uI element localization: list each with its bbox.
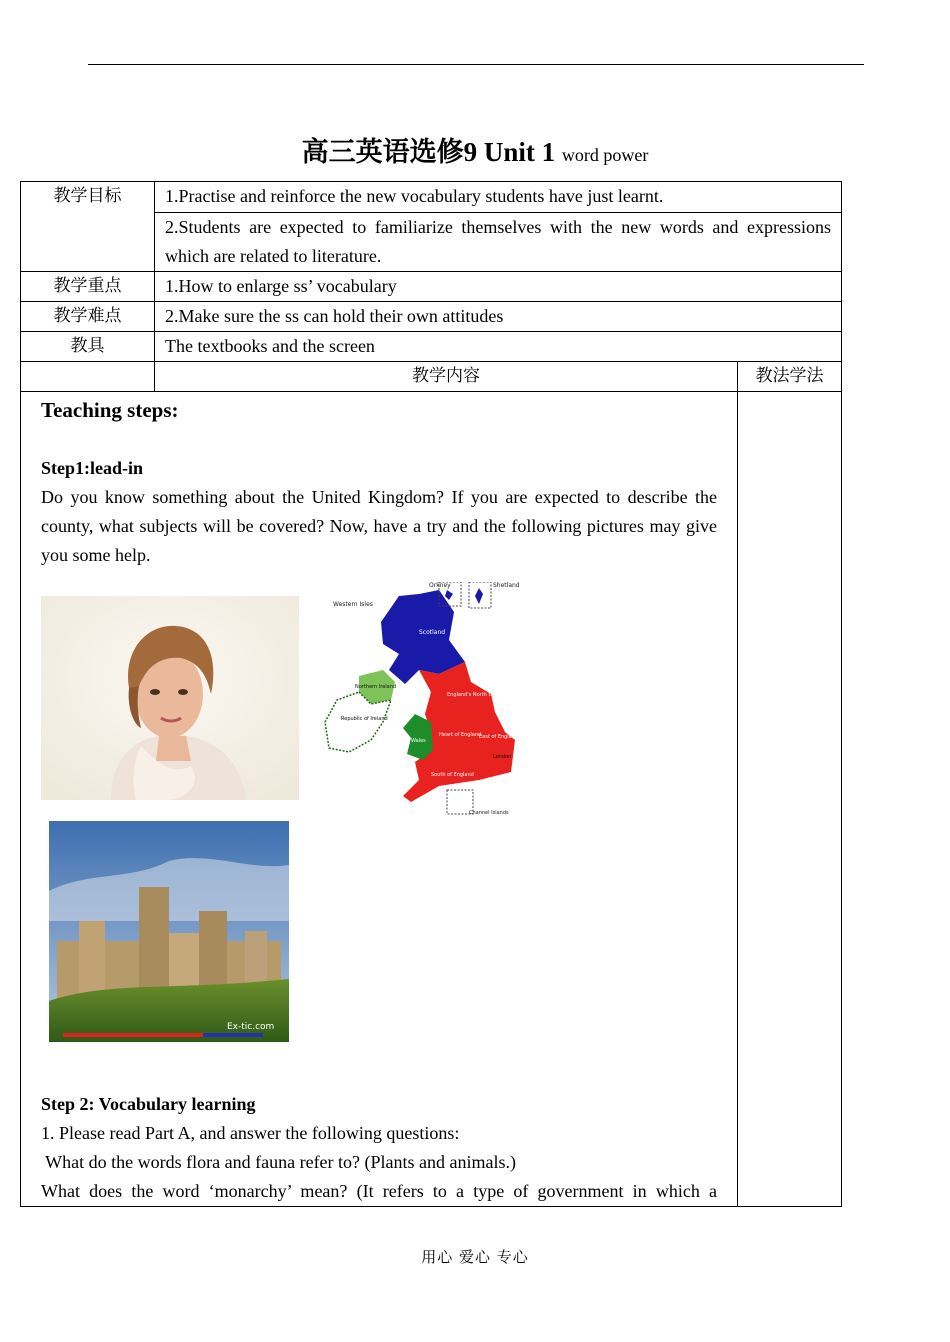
objective-2: 2.Students are expected to familiarize themselves with the new words and expressions which are related to literature.	[155, 213, 842, 272]
method-header: 教法学法	[738, 362, 842, 392]
teaching-steps-heading: Teaching steps:	[41, 398, 179, 422]
step2-title: Step 2: Vocabulary learning	[41, 1094, 256, 1114]
portrait-image	[41, 596, 299, 800]
map-label-ireland: Republic of Ireland	[341, 716, 388, 722]
key-points-label: 教学重点	[21, 272, 155, 302]
content-header: 教学内容	[155, 362, 738, 392]
content-row	[21, 392, 842, 1207]
map-label-wales: Wales	[411, 738, 426, 744]
castle-watermark: Ex-tic.com	[227, 1022, 275, 1032]
map-label-heart-england: Heart of England	[439, 732, 482, 738]
castle-image	[49, 821, 289, 1042]
pictures-area	[41, 570, 717, 1090]
step2-line-2: What do the words flora and fauna refer to? (Plants and animals.)	[41, 1152, 517, 1172]
key-points-row	[21, 272, 842, 302]
map-label-channel-islands: Channel Islands	[469, 810, 509, 816]
map-label-east-england: East of England	[479, 734, 519, 740]
objectives-row-1	[21, 182, 842, 213]
map-label-north-england: England's North Country	[447, 692, 509, 698]
header-row	[21, 362, 842, 392]
method-cell	[738, 392, 842, 1207]
difficulties-label: 教学难点	[21, 302, 155, 332]
map-label-shetland: Shetland	[493, 582, 520, 589]
objective-1: 1.Practise and reinforce the new vocabulary students have just learnt.	[155, 182, 842, 213]
empty-header-cell	[21, 362, 155, 392]
lesson-plan-table	[20, 181, 842, 1207]
step2-line-3: What does the word ‘monarchy’ mean? (It refers to a type of government in which a	[41, 1181, 717, 1201]
title-main: 高三英语选修9 Unit 1	[301, 137, 556, 167]
map-label-orkney: Orkney	[429, 582, 451, 589]
map-label-scotland: Scotland	[419, 629, 446, 636]
tools-text: The textbooks and the screen	[155, 332, 842, 362]
map-label-london: London	[493, 754, 512, 760]
difficulties-row	[21, 302, 842, 332]
tools-label: 教具	[21, 332, 155, 362]
content-cell	[21, 392, 738, 1207]
uk-map-image	[319, 582, 544, 822]
map-label-western-isles: Western Isles	[333, 601, 373, 608]
difficulties-text: 2.Make sure the ss can hold their own attitudes	[155, 302, 842, 332]
step1-title: Step1:lead-in	[41, 458, 144, 478]
header-rule	[88, 64, 864, 65]
footer-text: 用心 爱心 专心	[421, 1248, 529, 1266]
page-title	[0, 134, 950, 173]
title-sub: word power	[561, 145, 649, 165]
map-label-south-england: South of England	[431, 772, 474, 778]
objectives-label: 教学目标	[21, 182, 155, 272]
map-label-northern-ireland: Northern Ireland	[355, 684, 397, 690]
step2-line-1: 1. Please read Part A, and answer the following questions:	[41, 1123, 460, 1143]
step1-text: Do you know something about the United Kingdom? If you are expected to describe the county, what subjects will be covered? Now, have a try and the following pictures may give you some help.	[41, 487, 717, 565]
key-points-text: 1.How to enlarge ss’ vocabulary	[155, 272, 842, 302]
tools-row	[21, 332, 842, 362]
